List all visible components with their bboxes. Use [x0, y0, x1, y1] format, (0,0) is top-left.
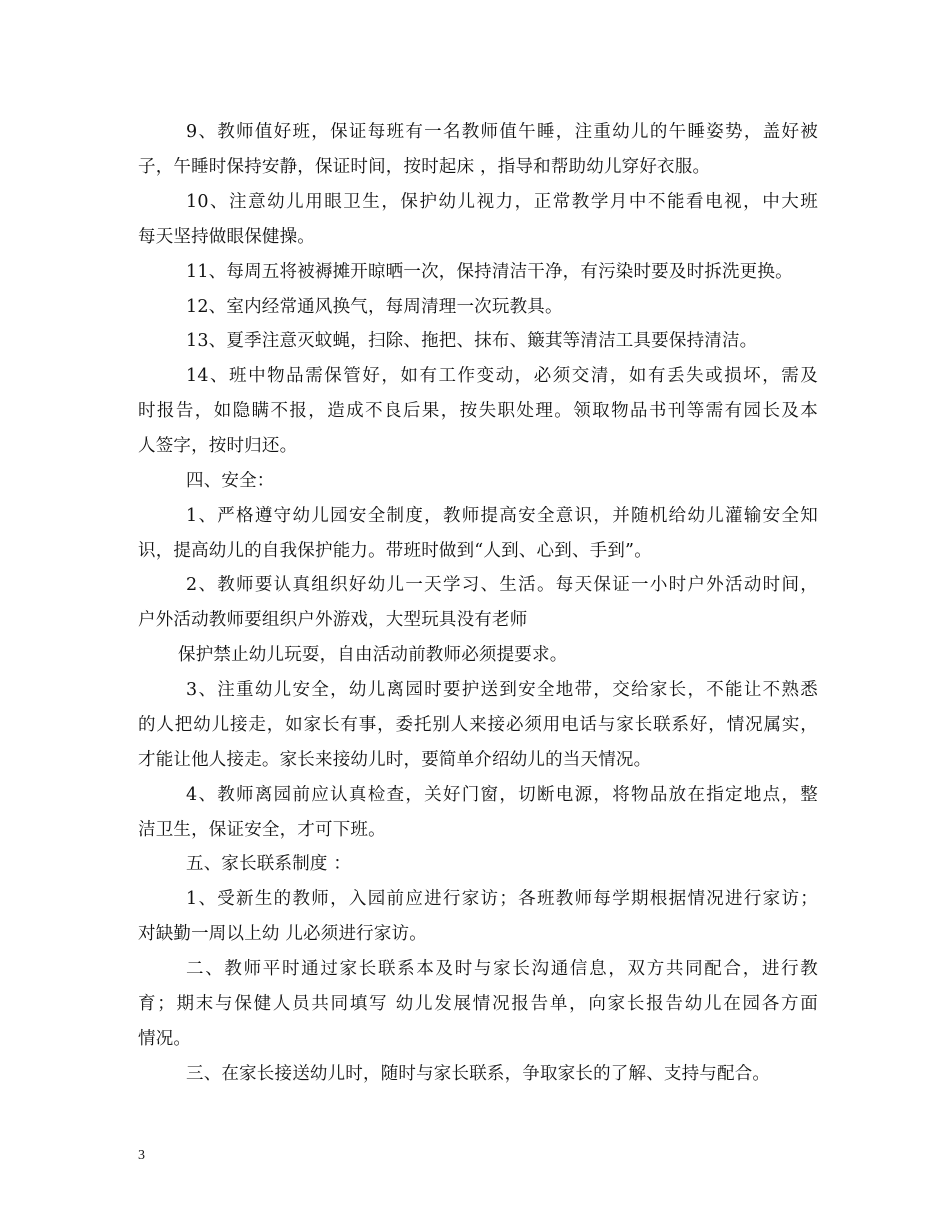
text-line: 每天坚持做眼保健操。	[138, 227, 315, 247]
section-heading: 四、安全：	[186, 471, 275, 491]
text-line: 10、注意幼儿用眼卫生，保护幼儿视力，正常教学月中不能看电视，中大班	[186, 192, 818, 212]
text-line: 三、在家长接送幼儿时，随时与家长联系，争取家长的了解、支持与配合。	[186, 1064, 771, 1084]
text-line: 育；期末与保健人员共同填写 幼儿发展情况报告单，向家长报告幼儿在园各方面	[138, 994, 818, 1014]
text-line: 1、受新生的教师，入园前应进行家访；各班教师每学期根据情况进行家访；	[186, 889, 818, 909]
text-line: 对缺勤一周以上幼 儿必须进行家访。	[138, 924, 427, 944]
text-line: 2、教师要认真组织好幼儿一天学习、生活。每天保证一小时户外活动时间，	[186, 575, 818, 595]
text-line: 户外活动教师要组织户外游戏，大型玩具没有老师	[138, 610, 528, 630]
text-line: 14、班中物品需保管好，如有工作变动，必须交清，如有丢失或损坏，需及	[186, 366, 818, 386]
text-line: 才能让他人接走。家长来接幼儿时，要简单介绍幼儿的当天情况。	[138, 750, 652, 770]
text-line: 识，提高幼儿的自我保护能力。带班时做到“人到、心到、手到”。	[138, 541, 652, 561]
text-line: 保护禁止幼儿玩耍，自由活动前教师必须提要求。	[178, 645, 568, 665]
text-line: 12、室内经常通风换气，每周清理一次玩教具。	[186, 297, 563, 317]
page-number: 3	[138, 1148, 145, 1163]
text-line: 的人把幼儿接走，如家长有事，委托别人来接必须用电话与家长联系好，情况属实，	[138, 715, 818, 735]
text-line: 3、注重幼儿安全，幼儿离园时要护送到安全地带，交给家长，不能让不熟悉	[186, 680, 818, 700]
text-line: 时报告，如隐瞒不报，造成不良后果，按失职处理。领取物品书刊等需有园长及本	[138, 401, 818, 421]
text-line: 1、严格遵守幼儿园安全制度，教师提高安全意识，并随机给幼儿灌输安全知	[186, 506, 818, 526]
text-line: 洁卫生，保证安全，才可下班。	[138, 820, 386, 840]
text-line: 11、每周五将被褥摊开晾晒一次，保持清洁干净，有污染时要及时拆洗更换。	[186, 262, 793, 282]
text-line: 9、教师值好班，保证每班有一名教师值午睡，注重幼儿的午睡姿势，盖好被	[186, 122, 818, 142]
section-heading: 五、家长联系制度 ：	[186, 854, 352, 874]
text-line: 二、教师平时通过家长联系本及时与家长沟通信息，双方共同配合，进行教	[186, 959, 818, 979]
text-line: 人签字，按时归还。	[138, 436, 298, 456]
text-line: 4、教师离园前应认真检查，关好门窗，切断电源，将物品放在指定地点，整	[186, 785, 818, 805]
text-line: 子，午睡时保持安静，保证时间，按时起床 ，指导和帮助幼儿穿好衣服。	[138, 157, 711, 177]
text-line: 13、夏季注意灭蚊蝇，扫除、拖把、抹布、簸萁等清洁工具要保持清洁。	[186, 331, 758, 351]
text-line: 情况。	[138, 1029, 192, 1049]
